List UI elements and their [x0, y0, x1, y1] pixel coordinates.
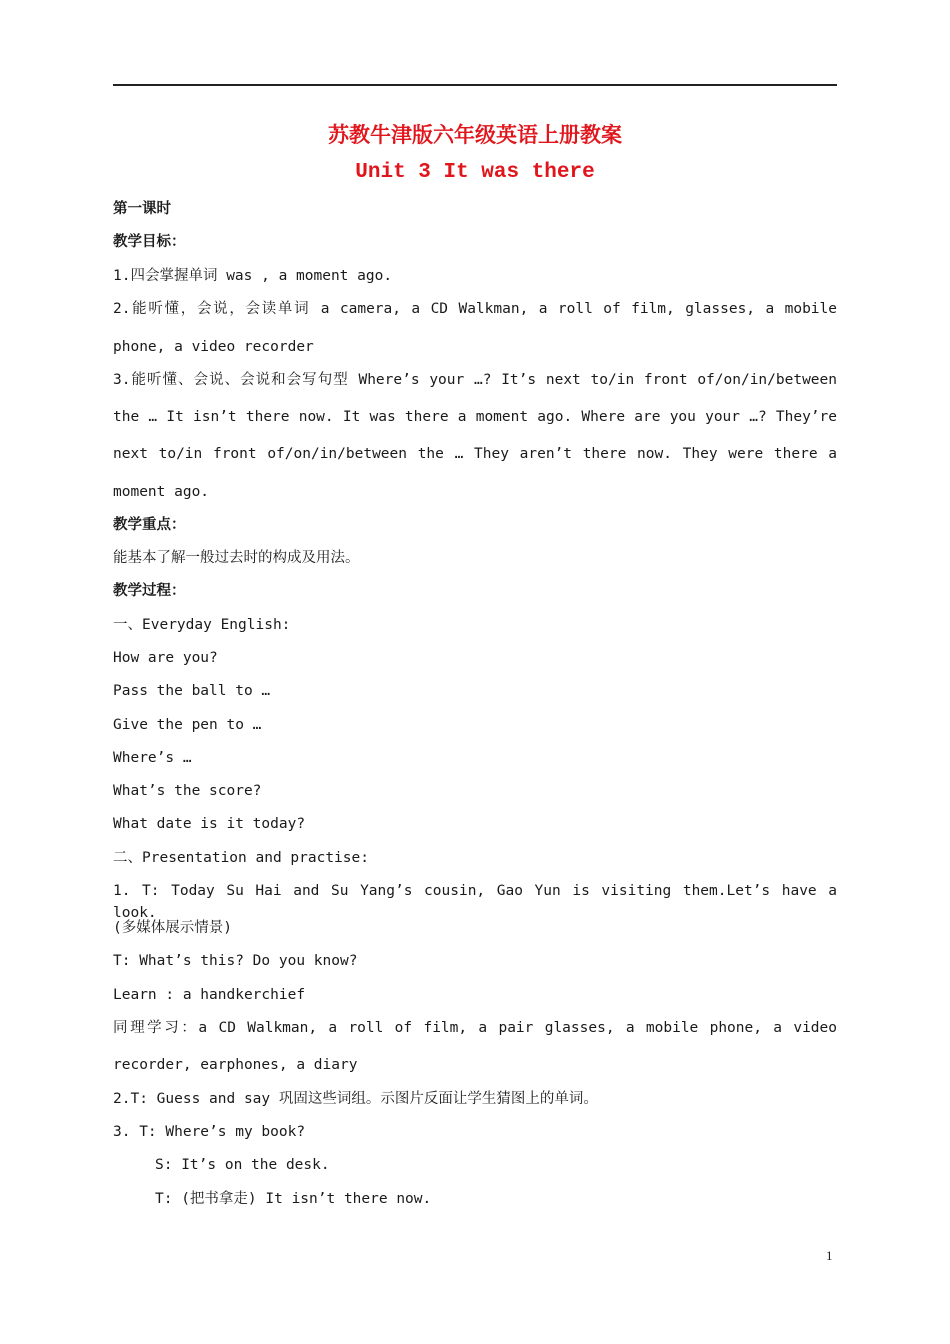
key-points-text: 能基本了解一般过去时的构成及用法。: [113, 550, 360, 566]
process-line: recorder, earphones, a diary: [113, 1057, 358, 1073]
process-line: How are you?: [113, 650, 218, 666]
objective-line: 3.能听懂、会说、会说和会写句型 Where’s your …? It’s next to/in front of/on/in/between: [113, 372, 837, 388]
process-line: What’s the score?: [113, 783, 262, 799]
lesson-label: 第一课时: [113, 201, 171, 217]
objective-line: moment ago.: [113, 484, 210, 500]
header-rule: [113, 84, 837, 86]
process-line: Where’s …: [113, 750, 192, 766]
process-line: 同理学习：a CD Walkman, a roll of film, a pair glasses, a mobile phone, a video: [113, 1020, 837, 1036]
key-points-heading: 教学重点：: [113, 517, 186, 533]
objectives-heading: 教学目标：: [113, 234, 186, 250]
process-line: (多媒体展示情景): [113, 920, 232, 936]
process-line: Pass the ball to …: [113, 683, 271, 699]
process-line: Learn : a handkerchief: [113, 987, 306, 1003]
process-line: S: It’s on the desk.: [155, 1157, 330, 1173]
document-title-chinese: 苏教牛津版六年级英语上册教案: [328, 122, 622, 147]
process-line: 二、Presentation and practise:: [113, 850, 369, 866]
page-number: 1: [826, 1248, 833, 1263]
objective-line: the … It isn’t there now. It was there a moment ago. Where are you your …? They’re: [113, 409, 837, 425]
process-line: 2.T: Guess and say 巩固这些词组。示图片反面让学生猜图上的单词。: [113, 1091, 598, 1107]
process-line: 3. T: Where’s my book?: [113, 1124, 306, 1140]
objective-line: 2.能听懂，会说，会读单词 a camera, a CD Walkman, a roll of film, glasses, a mobile: [113, 301, 837, 317]
objective-line: next to/in front of/on/in/between the … They aren’t there now. They were there a: [113, 446, 837, 462]
objective-line: phone, a video recorder: [113, 339, 314, 355]
unit-title: Unit 3 It was there: [355, 161, 595, 184]
process-line: T: What’s this? Do you know?: [113, 953, 358, 969]
process-line: 一、Everyday English:: [113, 617, 291, 633]
process-heading: 教学过程：: [113, 583, 186, 599]
process-line: What date is it today?: [113, 816, 306, 832]
process-line: Give the pen to …: [113, 717, 262, 733]
process-line: T: (把书拿走) It isn’t there now.: [155, 1191, 432, 1207]
objective-line: 1.四会掌握单词 was , a moment ago.: [113, 268, 393, 284]
process-line: 1. T: Today Su Hai and Su Yang’s cousin, Gao Yun is visiting them.Let’s have a look.: [113, 883, 837, 921]
